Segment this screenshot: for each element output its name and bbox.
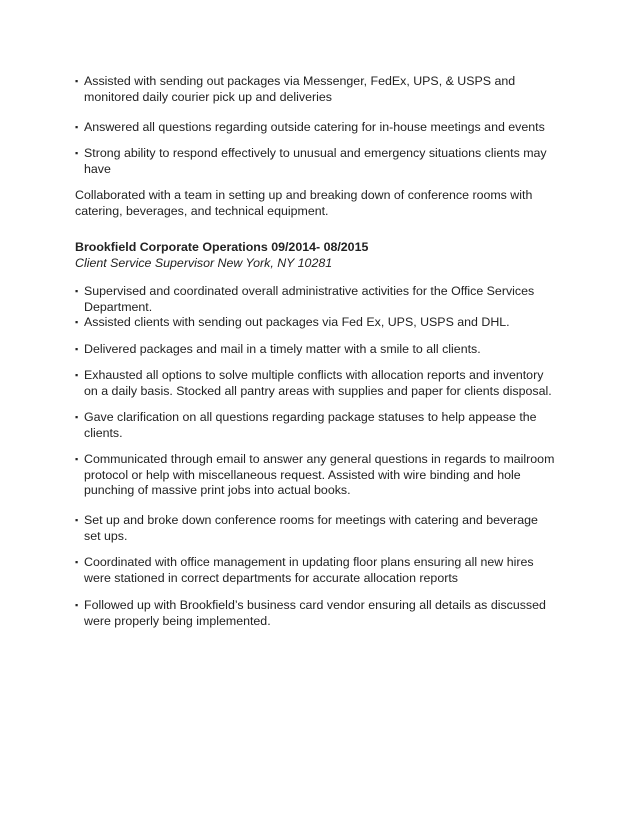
bullet-icon: ▪ [75,370,79,380]
bullet-icon: ▪ [75,317,79,327]
bullet-icon: ▪ [75,515,79,525]
list-item [75,120,575,136]
bullet-icon: ▪ [75,454,79,464]
list-item [75,555,575,586]
list-item [75,74,575,105]
list-item-text: Supervised and coordinated overall administrative activities for the Office Services Department. [84,284,535,314]
list-item [75,513,575,544]
list-item [75,368,575,399]
list-item [75,284,575,315]
list-item [75,452,575,499]
job-role-line: Client Service Supervisor New York, NY 10281 [75,256,333,270]
bullet-icon: ▪ [75,600,79,610]
list-item-text: Answered all questions regarding outside catering for in-house meetings and events [84,120,545,134]
list-item-text: Delivered packages and mail in a timely matter with a smile to all clients. [84,342,481,356]
list-item-text: Assisted with sending out packages via Messenger, FedEx, UPS, & USPS and monitored daily courier pick up and deliveries [84,74,516,104]
list-item [75,146,575,177]
bullet-icon: ▪ [75,412,79,422]
bullet-icon: ▪ [75,122,79,132]
list-item [75,598,575,629]
list-item [75,410,575,441]
list-item-text: Strong ability to respond effectively to unusual and emergency situations clients may have [84,146,547,176]
list-item [75,342,575,358]
bullet-icon: ▪ [75,76,79,86]
bullet-icon: ▪ [75,148,79,158]
list-item-text: Exhausted all options to solve multiple conflicts with allocation reports and inventory on a daily basis. Stocked all pantry areas with supplies and paper for clients disposal. [84,368,552,398]
bullet-icon: ▪ [75,344,79,354]
bullet-icon: ▪ [75,286,79,296]
list-item-text: Assisted clients with sending out packages via Fed Ex, UPS, USPS and DHL. [84,315,510,329]
summary-paragraph: Collaborated with a team in setting up and breaking down of conference rooms with catering, beverages, and technical equipment. [75,188,533,218]
list-item-text: Followed up with Brookfield’s business card vendor ensuring all details as discussed were properly being implemented. [84,598,546,628]
bullet-icon: ▪ [75,557,79,567]
job-company-heading: Brookfield Corporate Operations 09/2014- 08/2015 [75,240,369,254]
list-item-text: Coordinated with office management in updating floor plans ensuring all new hires were stationed in correct departments for accurate allocation reports [84,555,534,585]
list-item [75,315,575,331]
list-item-text: Gave clarification on all questions regarding package statuses to help appease the clients. [84,410,537,440]
list-item-text: Set up and broke down conference rooms for meetings with catering and beverage set ups. [84,513,538,543]
list-item-text: Communicated through email to answer any general questions in regards to mailroom protocol or help with miscellaneous request. Assisted with wire binding and hole punching of massive print jobs into actual books. [84,452,555,497]
